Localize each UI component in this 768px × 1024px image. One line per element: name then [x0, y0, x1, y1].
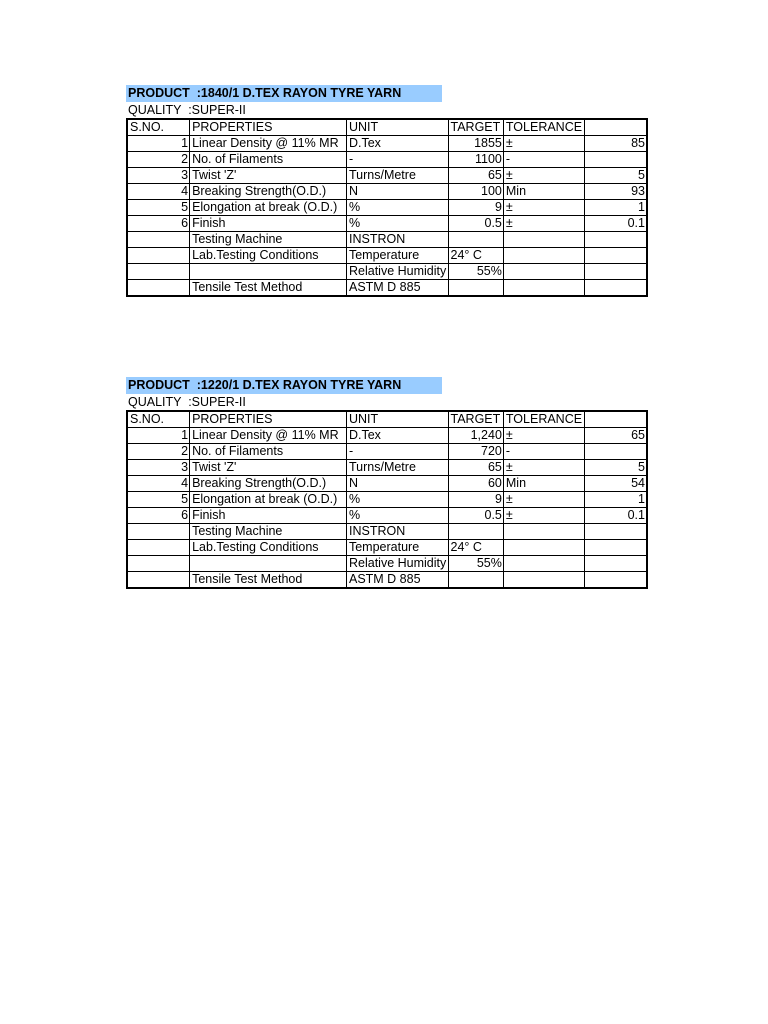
temperature-label: Temperature: [346, 540, 448, 556]
cell-property: Twist 'Z': [190, 168, 347, 184]
table-row: [127, 492, 647, 508]
cell-target: 100: [448, 184, 503, 200]
cell-empty: [190, 556, 347, 572]
cell-empty: [503, 524, 584, 540]
table-row: [127, 168, 647, 184]
cell-target: 1855: [448, 136, 503, 152]
humidity-label: Relative Humidity: [346, 264, 448, 280]
lab-conditions-row: [127, 540, 647, 556]
lab-conditions-row: [127, 248, 647, 264]
cell-value: 93: [584, 184, 647, 200]
cell-target: 0.5: [448, 216, 503, 232]
product-spec-block-1: [126, 85, 648, 297]
header-sno: S.NO.: [127, 119, 190, 136]
cell-tolerance: ±: [503, 168, 584, 184]
cell-target: 65: [448, 460, 503, 476]
humidity-value: 55%: [448, 264, 503, 280]
cell-tolerance: ±: [503, 428, 584, 444]
cell-sno: 5: [127, 200, 190, 216]
header-value: [584, 411, 647, 428]
cell-unit: %: [346, 508, 448, 524]
cell-empty: [503, 540, 584, 556]
cell-value: 5: [584, 168, 647, 184]
lab-conditions-label: Lab.Testing Conditions: [190, 540, 347, 556]
cell-empty: [503, 264, 584, 280]
cell-sno: 4: [127, 184, 190, 200]
cell-tolerance: Min: [503, 476, 584, 492]
header-tolerance: TOLERANCE: [503, 411, 584, 428]
cell-value: 54: [584, 476, 647, 492]
cell-empty: [584, 556, 647, 572]
cell-unit: %: [346, 492, 448, 508]
testing-machine-row: [127, 524, 647, 540]
cell-empty: [127, 524, 190, 540]
cell-value: 65: [584, 428, 647, 444]
cell-unit: -: [346, 444, 448, 460]
cell-property: Finish: [190, 508, 347, 524]
cell-empty: [503, 556, 584, 572]
cell-value: [584, 444, 647, 460]
cell-empty: [448, 280, 503, 297]
cell-sno: 6: [127, 216, 190, 232]
cell-tolerance: ±: [503, 460, 584, 476]
cell-sno: 3: [127, 460, 190, 476]
cell-property: Breaking Strength(O.D.): [190, 476, 347, 492]
header-properties: PROPERTIES: [190, 411, 347, 428]
tensile-method-value: ASTM D 885: [346, 280, 448, 297]
header-unit: UNIT: [346, 411, 448, 428]
cell-property: Twist 'Z': [190, 460, 347, 476]
header-properties: PROPERTIES: [190, 119, 347, 136]
cell-property: Linear Density @ 11% MR: [190, 136, 347, 152]
cell-property: Linear Density @ 11% MR: [190, 428, 347, 444]
cell-sno: 5: [127, 492, 190, 508]
cell-target: 9: [448, 492, 503, 508]
table-row: [127, 200, 647, 216]
header-tolerance: TOLERANCE: [503, 119, 584, 136]
cell-empty: [448, 232, 503, 248]
cell-empty: [584, 232, 647, 248]
cell-value: [584, 152, 647, 168]
header-target: TARGET: [448, 119, 503, 136]
cell-sno: 4: [127, 476, 190, 492]
cell-value: 5: [584, 460, 647, 476]
cell-unit: %: [346, 216, 448, 232]
cell-empty: [584, 264, 647, 280]
cell-empty: [127, 232, 190, 248]
cell-property: Breaking Strength(O.D.): [190, 184, 347, 200]
cell-empty: [127, 540, 190, 556]
cell-unit: D.Tex: [346, 428, 448, 444]
cell-empty: [503, 572, 584, 589]
cell-sno: 2: [127, 152, 190, 168]
cell-sno: 3: [127, 168, 190, 184]
cell-property: Elongation at break (O.D.): [190, 492, 347, 508]
cell-empty: [584, 540, 647, 556]
cell-empty: [503, 248, 584, 264]
table-row: [127, 428, 647, 444]
cell-target: 1100: [448, 152, 503, 168]
temperature-value: 24° C: [448, 540, 503, 556]
cell-tolerance: ±: [503, 200, 584, 216]
tensile-method-value: ASTM D 885: [346, 572, 448, 589]
cell-value: 85: [584, 136, 647, 152]
cell-empty: [127, 264, 190, 280]
spec-table: [126, 410, 648, 589]
cell-empty: [584, 572, 647, 589]
cell-value: 0.1: [584, 216, 647, 232]
testing-machine-value: INSTRON: [346, 232, 448, 248]
header-target: TARGET: [448, 411, 503, 428]
cell-unit: Turns/Metre: [346, 168, 448, 184]
cell-property: No. of Filaments: [190, 444, 347, 460]
cell-sno: 2: [127, 444, 190, 460]
product-title: PRODUCT :1840/1 D.TEX RAYON TYRE YARN: [126, 85, 442, 102]
header-value: [584, 119, 647, 136]
cell-unit: Turns/Metre: [346, 460, 448, 476]
cell-unit: -: [346, 152, 448, 168]
cell-value: 1: [584, 200, 647, 216]
lab-conditions-label: Lab.Testing Conditions: [190, 248, 347, 264]
cell-empty: [127, 556, 190, 572]
cell-empty: [503, 232, 584, 248]
cell-target: 9: [448, 200, 503, 216]
quality-label: QUALITY :SUPER-II: [128, 395, 246, 409]
tensile-method-label: Tensile Test Method: [190, 280, 347, 297]
testing-machine-value: INSTRON: [346, 524, 448, 540]
cell-empty: [448, 572, 503, 589]
cell-target: 1,240: [448, 428, 503, 444]
cell-empty: [127, 248, 190, 264]
cell-target: 0.5: [448, 508, 503, 524]
tensile-method-row: [127, 572, 647, 589]
humidity-row: [127, 264, 647, 280]
spec-table: [126, 118, 648, 297]
temperature-value: 24° C: [448, 248, 503, 264]
cell-empty: [584, 248, 647, 264]
cell-sno: 6: [127, 508, 190, 524]
table-row: [127, 184, 647, 200]
table-row: [127, 508, 647, 524]
cell-tolerance: ±: [503, 508, 584, 524]
cell-empty: [584, 280, 647, 297]
tensile-method-label: Tensile Test Method: [190, 572, 347, 589]
cell-property: Finish: [190, 216, 347, 232]
cell-sno: 1: [127, 428, 190, 444]
table-header-row: [127, 119, 647, 136]
quality-label: QUALITY :SUPER-II: [128, 103, 246, 117]
cell-value: 0.1: [584, 508, 647, 524]
table-row: [127, 136, 647, 152]
cell-target: 720: [448, 444, 503, 460]
testing-machine-label: Testing Machine: [190, 524, 347, 540]
table-row: [127, 460, 647, 476]
cell-tolerance: -: [503, 152, 584, 168]
table-row: [127, 216, 647, 232]
header-sno: S.NO.: [127, 411, 190, 428]
cell-tolerance: -: [503, 444, 584, 460]
table-row: [127, 152, 647, 168]
header-unit: UNIT: [346, 119, 448, 136]
cell-empty: [503, 280, 584, 297]
cell-unit: N: [346, 184, 448, 200]
humidity-value: 55%: [448, 556, 503, 572]
cell-empty: [127, 572, 190, 589]
temperature-label: Temperature: [346, 248, 448, 264]
cell-property: No. of Filaments: [190, 152, 347, 168]
table-row: [127, 476, 647, 492]
product-title: PRODUCT :1220/1 D.TEX RAYON TYRE YARN: [126, 377, 442, 394]
tensile-method-row: [127, 280, 647, 297]
testing-machine-row: [127, 232, 647, 248]
cell-tolerance: ±: [503, 492, 584, 508]
cell-tolerance: ±: [503, 216, 584, 232]
cell-unit: N: [346, 476, 448, 492]
cell-value: 1: [584, 492, 647, 508]
cell-empty: [127, 280, 190, 297]
cell-target: 65: [448, 168, 503, 184]
cell-empty: [448, 524, 503, 540]
product-spec-block-2: [126, 377, 648, 589]
table-row: [127, 444, 647, 460]
testing-machine-label: Testing Machine: [190, 232, 347, 248]
humidity-label: Relative Humidity: [346, 556, 448, 572]
table-header-row: [127, 411, 647, 428]
cell-tolerance: Min: [503, 184, 584, 200]
cell-property: Elongation at break (O.D.): [190, 200, 347, 216]
cell-unit: %: [346, 200, 448, 216]
cell-empty: [584, 524, 647, 540]
humidity-row: [127, 556, 647, 572]
cell-unit: D.Tex: [346, 136, 448, 152]
cell-tolerance: ±: [503, 136, 584, 152]
cell-empty: [190, 264, 347, 280]
cell-sno: 1: [127, 136, 190, 152]
cell-target: 60: [448, 476, 503, 492]
